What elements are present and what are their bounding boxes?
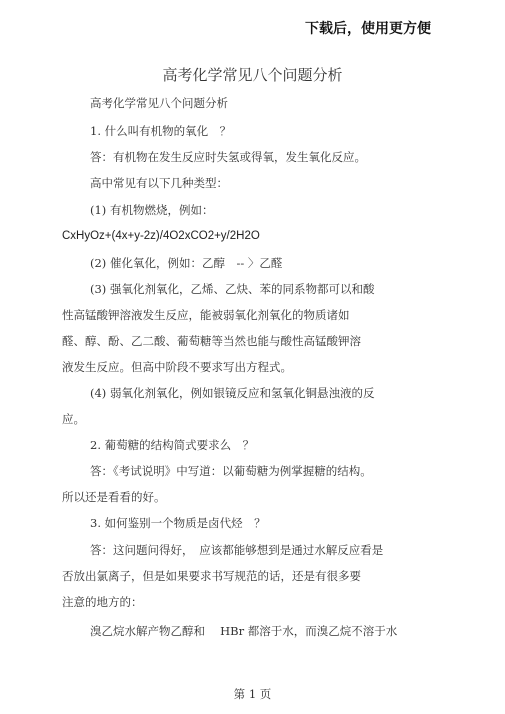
subtitle-line: 高考化学常见八个问题分析: [90, 96, 228, 110]
header-note: 下载后，使用更方便: [305, 21, 431, 37]
paragraph-line: 所以还是看看的好。: [62, 490, 166, 504]
paragraph-line: 溴乙烷水解产物乙醇和 HBr 都溶于水，而溴乙烷不溶于水: [90, 624, 398, 638]
paragraph-line: 液发生反应。但高中阶段不要求写出方程式。: [62, 360, 292, 374]
list-item-3: (3) 强氧化剂氧化，乙烯、乙炔、苯的同系物都可以和酸: [90, 282, 375, 296]
paragraph-line: 性高锰酸钾溶液发生反应，能被弱氧化剂氧化的物质诸如: [62, 308, 350, 322]
answer-2-line: 答：《考试说明》中写道：以葡萄糖为例掌握糖的结构。: [90, 464, 372, 478]
page-title: 高考化学常见八个问题分析: [162, 66, 343, 84]
paragraph-line: 应。: [62, 412, 85, 426]
list-item-4: (4) 弱氧化剂氧化，例如银镜反应和氢氧化铜悬浊液的反: [90, 386, 375, 400]
list-item-2: (2) 催化氧化，例如：乙醇 -- 〉乙醛: [90, 256, 283, 270]
chemical-formula: CxHyOz+(4x+y-2z)/4O2xCO2+y/2H2O: [62, 230, 260, 242]
answer-3-line: 答：这问题问得好， 应该都能够想到是通过水解反应看是: [90, 543, 384, 557]
question-2: 2. 葡萄糖的结构简式要求么 ？: [90, 438, 255, 452]
paragraph-line: 注意的地方的：: [62, 595, 143, 609]
paragraph-line: 醛、醇、酚、乙二酸、葡萄糖等当然也能与酸性高锰酸钾溶: [62, 334, 361, 348]
paragraph-line: 否放出氯离子，但是如果要求书写规范的话，还是有很多要: [62, 569, 361, 583]
paragraph-line: 高中常见有以下几种类型：: [90, 176, 228, 190]
question-3: 3. 如何鉴别一个物质是卤代烃 ？: [90, 516, 266, 530]
question-1: 1. 什么叫有机物的氧化 ？: [90, 124, 232, 138]
answer-1-line: 答：有机物在发生反应时失氢或得氧，发生氧化反应。: [90, 150, 366, 164]
list-item-1: (1) 有机物燃烧，例如：: [90, 203, 214, 217]
page-number: 第 1 页: [233, 687, 272, 701]
